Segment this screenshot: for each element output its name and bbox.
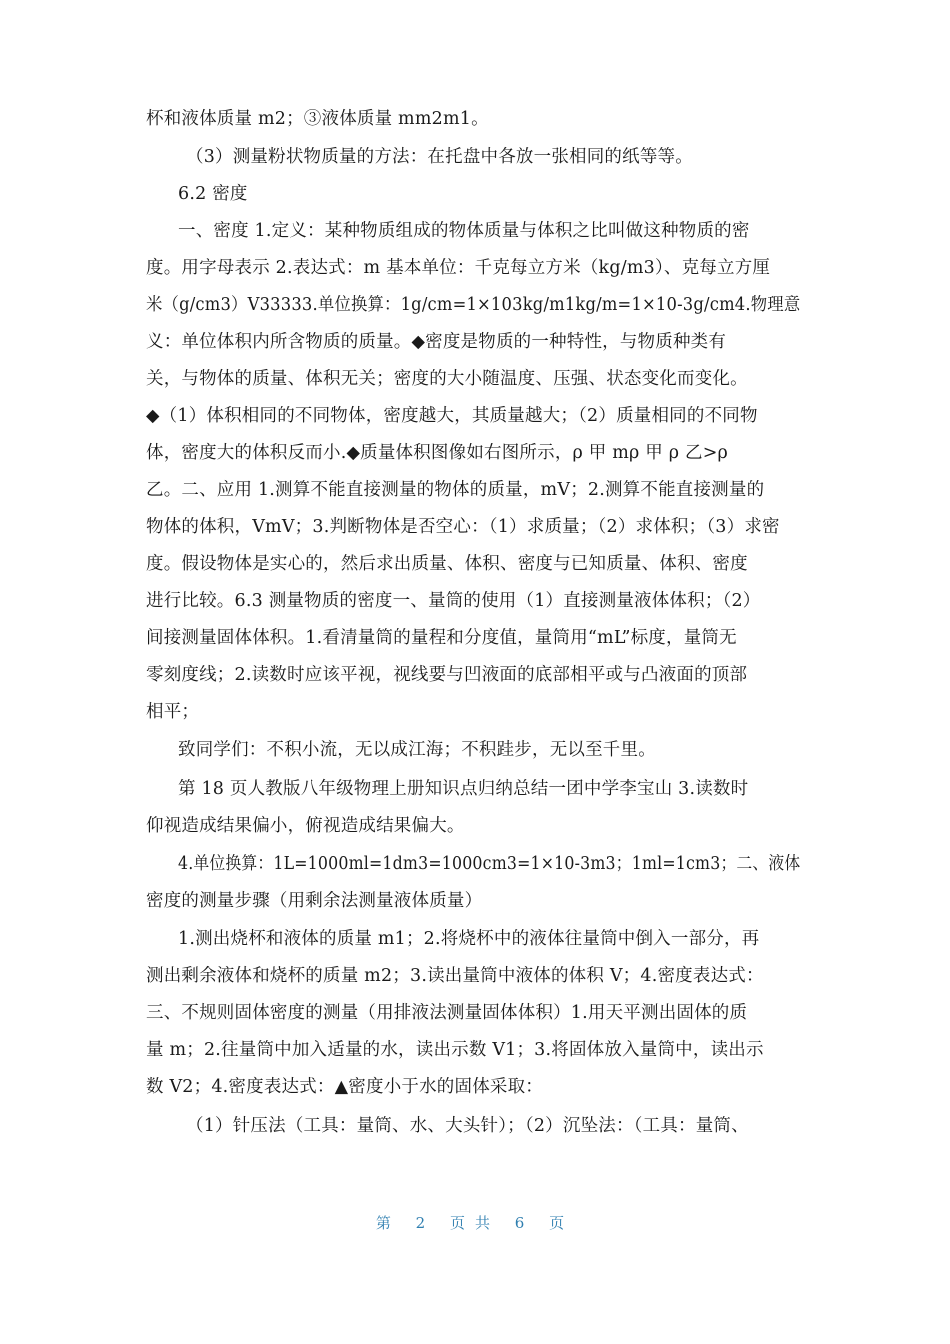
- text-line: 第 18 页人教版八年级物理上册知识点归纳总结一团中学李宝山 3.读数时: [178, 779, 749, 799]
- text-line: 1.测出烧杯和液体的质量 m1；2.将烧杯中的液体往量筒中倒入一部分，再: [178, 929, 760, 949]
- text-line: 密度的测量步骤（用剩余法测量液体质量）: [146, 891, 483, 911]
- text-line: 致同学们：不积小流，无以成江海；不积跬步，无以至千里。: [178, 740, 656, 760]
- text-line: 关，与物体的质量、体积无关；密度的大小随温度、压强、状态变化而变化。: [146, 369, 748, 389]
- text-line: 体，密度大的体积反而小.◆质量体积图像如右图所示，ρ 甲 mρ 甲 ρ 乙>ρ: [146, 443, 729, 463]
- text-line: 乙。二、应用 1.测算不能直接测量的物体的质量，mV；2.测算不能直接测量的: [146, 480, 765, 500]
- text-line: 间接测量固体体积。1.看清量筒的量程和分度值，量筒用“mL”标度，量筒无: [146, 628, 737, 648]
- text-line: 度。假设物体是实心的，然后求出质量、体积、密度与已知质量、体积、密度: [146, 554, 748, 574]
- text-line: 米（g/cm3）V33333.单位换算：1g/cm=1×103kg/m1kg/m=1×10-3g/cm4.物理意: [146, 295, 801, 315]
- text-line: 零刻度线；2.读数时应该平视，视线要与凹液面的底部相平或与凸液面的顶部: [146, 665, 748, 685]
- text-line: 度。用字母表示 2.表达式：m 基本单位：千克每立方米（kg/m3）、克每立方厘: [146, 258, 771, 278]
- text-line: 物体的体积，VmV；3.判断物体是否空心：（1）求质量；（2）求体积；（3）求密: [146, 517, 780, 537]
- text-line: 杯和液体质量 m2；③液体质量 mm2m1。: [146, 109, 489, 129]
- text-line: 量 m；2.往量筒中加入适量的水，读出示数 V1；3.将固体放入量筒中，读出示: [146, 1040, 764, 1060]
- text-line: 三、不规则固体密度的测量（用排液法测量固体体积）1.用天平测出固体的质: [146, 1003, 748, 1023]
- text-line: （1）针压法（工具：量筒、水、大头针）；（2）沉坠法：（工具：量筒、: [186, 1116, 749, 1136]
- text-line: 进行比较。6.3 测量物质的密度一、量筒的使用（1）直接测量液体体积；（2）: [146, 591, 761, 611]
- text-line: （3）测量粉状物质量的方法：在托盘中各放一张相同的纸等等。: [186, 147, 693, 167]
- text-line: 仰视造成结果偏小，俯视造成结果偏大。: [146, 816, 465, 836]
- text-line: 测出剩余液体和烧杯的质量 m2；3.读出量筒中液体的体积 V；4.密度表达式：: [146, 966, 764, 986]
- text-line: 相平；: [146, 702, 200, 722]
- text-line: 义：单位体积内所含物质的质量。◆密度是物质的一种特性，与物质种类有: [146, 332, 727, 352]
- text-line: 一、密度 1.定义：某种物质组成的物体质量与体积之比叫做这种物质的密: [178, 221, 750, 241]
- page-footer: 第 2 页共 6 页: [375, 1214, 575, 1232]
- text-line: 4.单位换算：1L=1000ml=1dm3=1000cm3=1×10-3m3；1ml=1cm3；二、液体: [178, 854, 801, 874]
- text-line: 数 V2；4.密度表达式：▲密度小于水的固体采取：: [146, 1077, 543, 1097]
- text-line: ◆（1）体积相同的不同物体，密度越大，其质量越大；（2）质量相同的不同物: [146, 406, 758, 426]
- section-heading: 6.2 密度: [178, 184, 248, 204]
